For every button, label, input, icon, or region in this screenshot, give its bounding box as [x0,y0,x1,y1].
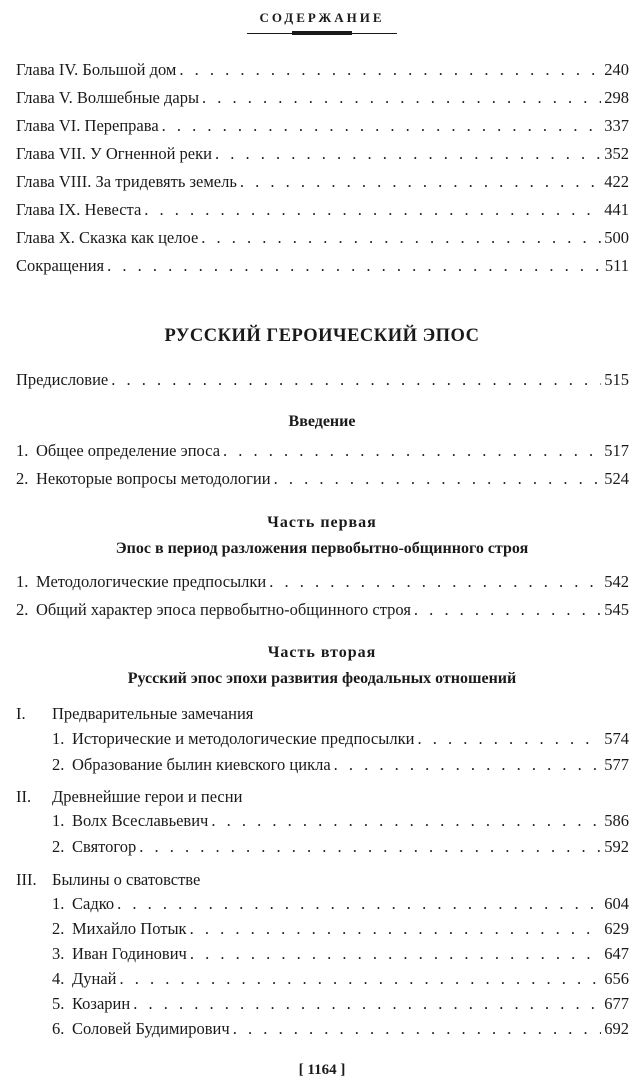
toc-entry-number: 6. [52,1019,65,1038]
toc-entry-page: 515 [604,370,629,389]
toc-leader [223,441,601,461]
toc-entry [16,144,629,168]
intro-heading: Введение [288,413,356,430]
toc-entry-page: 240 [604,60,629,79]
chapter-heading [16,704,253,724]
chapter-number: II. [16,787,32,806]
toc-entry-title: Святогор [72,837,137,856]
toc-entry-number: 3. [52,944,65,963]
toc-entry [16,256,629,280]
chapter-number: I. [16,704,26,723]
toc-leader [215,144,601,164]
toc-entry-number: 2. [16,600,29,619]
toc-entry-title: Глава V. Волшебные дары [16,88,200,107]
toc-entry [16,228,629,252]
head-rule-ornament [292,31,352,35]
toc-entry-title: Общее определение эпоса [36,441,221,460]
toc-entry-number: 4. [52,969,65,988]
toc-leader [269,572,601,592]
toc-entry-title: Дунай [72,969,117,988]
toc-leader [162,116,602,136]
toc-leader [417,729,601,749]
toc-leader [414,600,601,620]
toc-entry-title: Некоторые вопросы методологии [36,469,271,488]
toc-entry-title: Глава VIII. За тридевять земель [16,172,237,191]
toc-entry [16,441,629,465]
section-title: РУССКИЙ ГЕРОИЧЕСКИЙ ЭПОС [164,326,480,346]
toc-entry [16,469,629,493]
toc-entry [52,919,629,943]
toc-leader [211,811,601,831]
toc-entry-page: 517 [604,441,629,460]
toc-entry-page: 586 [604,811,629,830]
toc-entry-page: 656 [604,969,629,988]
toc-entry-page: 604 [604,894,629,913]
toc-leader [133,994,601,1014]
toc-leader [179,60,601,80]
toc-entry-title: Общий характер эпоса первобытно-общинного строя [36,600,411,619]
toc-leader [202,88,601,108]
toc-entry-title: Глава IX. Невеста [16,200,142,219]
toc-leader [334,755,602,775]
toc-entry-title: Волх Всеславьевич [72,811,209,830]
toc-entry-page: 574 [604,729,629,748]
toc-entry-page: 629 [604,919,629,938]
toc-entry-number: 5. [52,994,65,1013]
chapter-heading [16,870,200,890]
chapter-number: III. [16,870,37,889]
toc-entry-title: Глава X. Сказка как целое [16,228,199,247]
toc-entry-page: 692 [604,1019,629,1038]
toc-entry-page: 298 [604,88,629,107]
toc-entry [16,60,629,84]
toc-entry-page: 592 [604,837,629,856]
toc-entry-page: 647 [604,944,629,963]
toc-entry [52,729,629,753]
toc-entry [52,944,629,968]
toc-leader [233,1019,602,1039]
toc-entry [16,600,629,624]
chapter-title: Древнейшие герои и песни [52,787,243,806]
toc-leader [240,172,601,192]
toc-entry-title: Образование былин киевского цикла [72,755,331,774]
toc-entry-title: Методологические предпосылки [36,572,267,591]
toc-entry-page: 524 [604,469,629,488]
chapter-title: Былины о сватовстве [52,870,201,889]
chapter-title: Предварительные замечания [52,704,254,723]
toc-entry-number: 1. [16,441,29,460]
part1-label: Часть первая [267,514,377,531]
toc-entry-title: Исторические и методологические предпосылки [72,729,415,748]
toc-entry-page: 500 [604,228,629,247]
toc-entry [16,572,629,596]
toc-entry-page: 441 [604,200,629,219]
toc-entry-number: 1. [16,572,29,591]
toc-entry-page: 545 [604,600,629,619]
running-head: СОДЕРЖАНИЕ [259,10,385,25]
toc-entry-number: 1. [52,894,65,913]
toc-entry-title: Козарин [72,994,131,1013]
toc-entry-preface [16,370,629,394]
toc-leader [190,919,602,939]
toc-entry-page: 542 [604,572,629,591]
toc-entry [16,88,629,112]
toc-entry [16,172,629,196]
page-number: [ 1164 ] [298,1062,346,1078]
toc-entry-number: 1. [52,729,65,748]
toc-entry [52,837,629,861]
toc-entry-number: 2. [16,469,29,488]
toc-entry-title: Иван Годинович [72,944,187,963]
toc-leader [274,469,602,489]
toc-entry-page: 677 [604,994,629,1013]
toc-entry-number: 2. [52,919,65,938]
toc-entry [52,969,629,993]
toc-entry-title: Глава VII. У Огненной реки [16,144,212,163]
toc-entry-page: 337 [604,116,629,135]
toc-entry [52,894,629,918]
toc-leader [190,944,601,964]
toc-leader [117,894,601,914]
toc-leader [111,370,601,390]
toc-entry [52,811,629,835]
toc-leader [201,228,601,248]
chapter-heading [16,787,242,807]
toc-entry-number: 2. [52,837,65,856]
toc-entry-title: Предисловие [16,370,109,389]
part2-label: Часть вторая [267,644,377,661]
toc-leader [107,256,602,276]
toc-entry-page: 511 [604,256,629,275]
toc-entry-page: 352 [604,144,629,163]
toc-entry-number: 2. [52,755,65,774]
toc-entry [16,200,629,224]
toc-leader [120,969,602,989]
part2-title: Русский эпос эпохи развития феодальных отношений [127,670,517,687]
toc-entry [52,755,629,779]
toc-leader [139,837,601,857]
toc-entry-number: 1. [52,811,65,830]
toc-entry-title: Глава VI. Переправа [16,116,159,135]
toc-entry-title: Глава IV. Большой дом [16,60,177,79]
toc-entry-title: Соловей Будимирович [72,1019,230,1038]
toc-entry-title: Садко [72,894,115,913]
toc-entry [52,1019,629,1043]
toc-entry-page: 422 [604,172,629,191]
part1-title: Эпос в период разложения первобытно-общинного строя [115,540,529,557]
toc-entry [16,116,629,140]
toc-leader [144,200,601,220]
toc-entry [52,994,629,1018]
toc-entry-page: 577 [604,755,629,774]
toc-entry-title: Сокращения [16,256,105,275]
toc-entry-title: Михайло Потык [72,919,187,938]
